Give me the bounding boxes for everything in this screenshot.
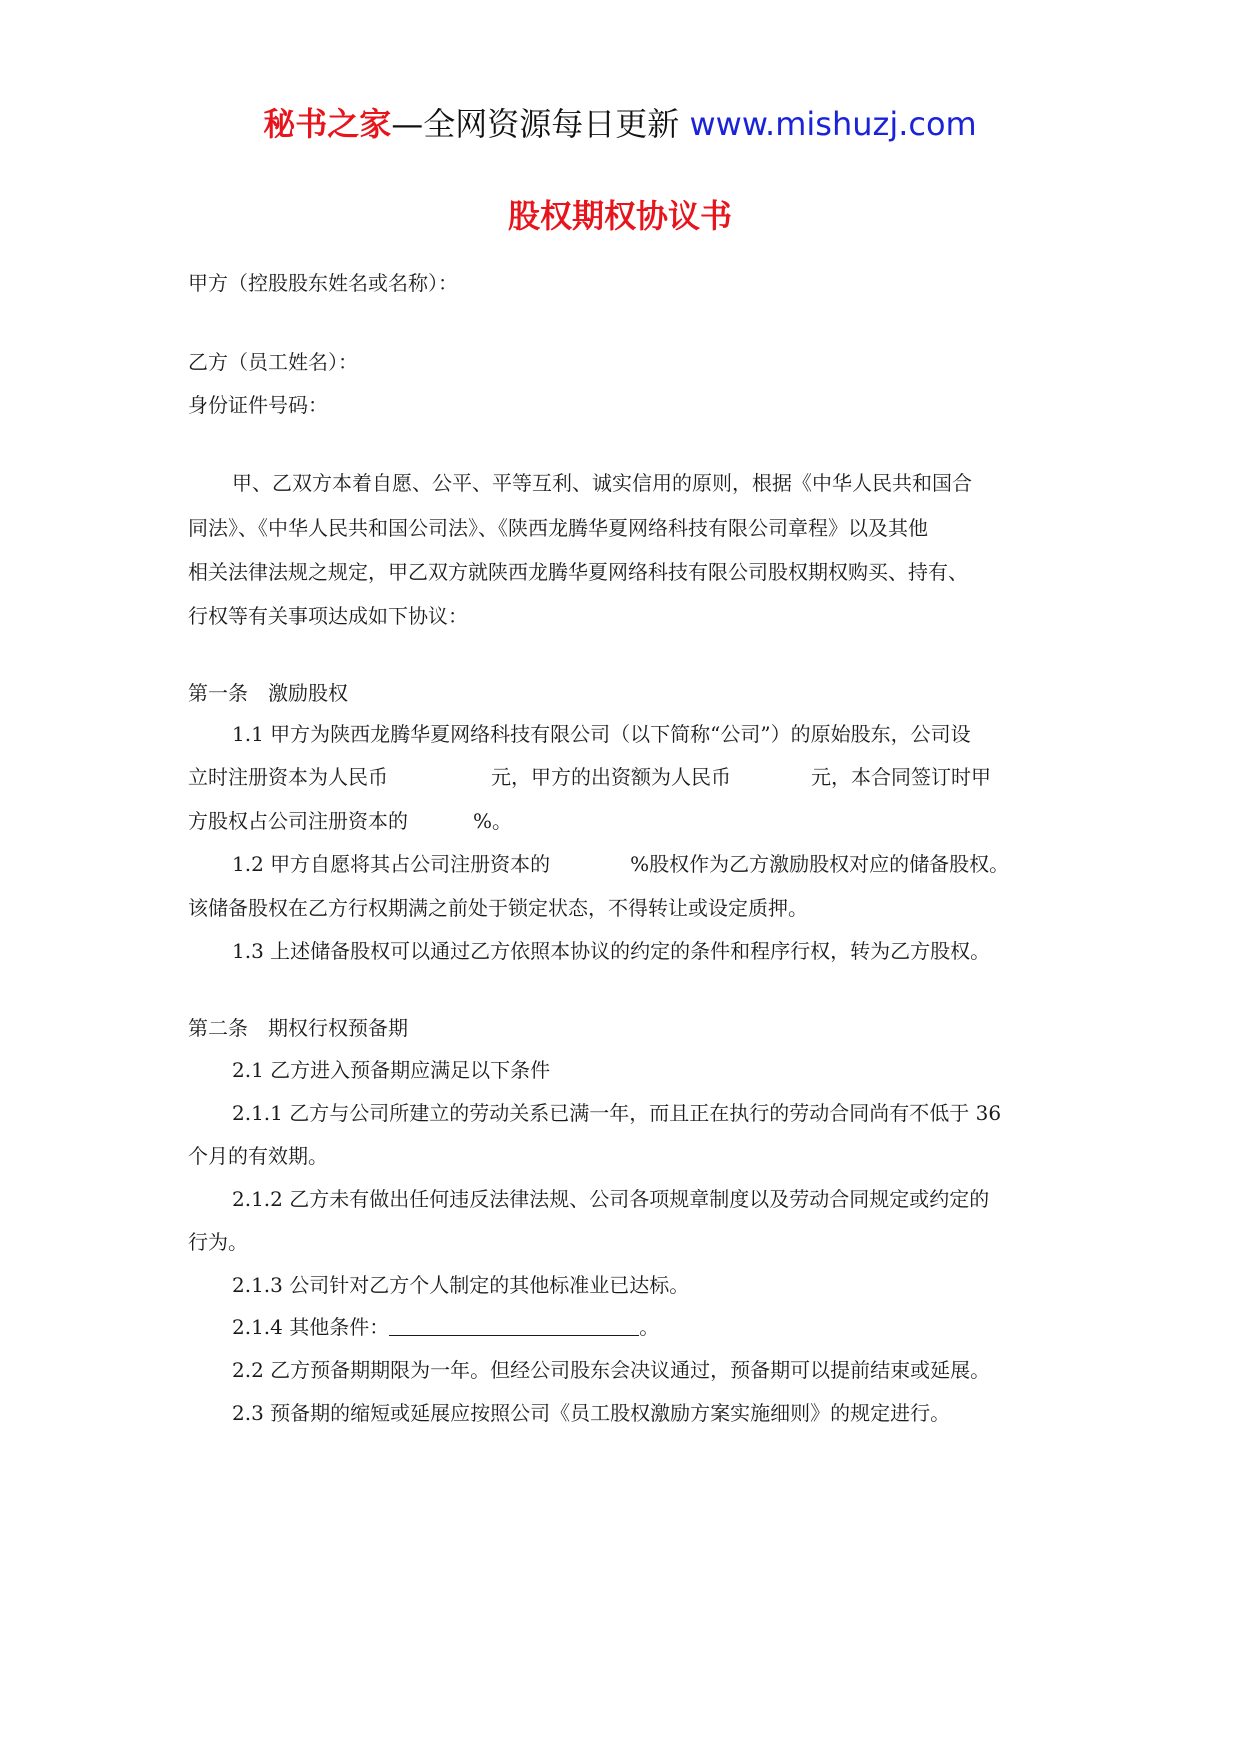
clause-text: 2.1.4 其他条件： — [232, 1315, 390, 1339]
clause-2-3-line: 2.3 预备期的缩短或延展应按照公司《员工股权激励方案实施细则》的规定进行。 — [232, 1401, 951, 1425]
clause-2-1-2-line: 2.1.2 乙方未有做出任何违反法律法规、公司各项规章制度以及劳动合同规定或约定的 — [232, 1187, 990, 1211]
clause-2-1-3-line: 2.1.3 公司针对乙方个人制定的其他标准业已达标。 — [232, 1273, 690, 1297]
banner-slogan: —全网资源每日更新 — [391, 105, 690, 143]
id-number-line: 身份证件号码： — [188, 393, 328, 417]
party-b-line: 乙方（员工姓名）： — [188, 350, 358, 374]
clause-text: 元，甲方的出资额为人民币 — [491, 765, 731, 789]
clause-text: %股权作为乙方激励股权对应的储备股权。 — [630, 852, 1010, 876]
clause-1-1-line: 1.1 甲方为陕西龙腾华夏网络科技有限公司（以下简称“公司”）的原始股东，公司设 — [232, 722, 971, 746]
clause-text: 立时注册资本为人民币 — [188, 765, 388, 789]
clause-2-1-line: 2.1 乙方进入预备期应满足以下条件 — [232, 1058, 551, 1082]
article-2-heading: 第二条 期权行权预备期 — [188, 1016, 408, 1040]
banner-brand: 秘书之家 — [263, 105, 392, 143]
preamble-line: 行权等有关事项达成如下协议： — [188, 604, 468, 628]
article-1-heading: 第一条 激励股权 — [188, 681, 348, 705]
party-a-line: 甲方（控股股东姓名或名称）： — [188, 271, 458, 295]
preamble-line: 同法》、《中华人民共和国公司法》、《陕西龙腾华夏网络科技有限公司章程》以及其他 — [188, 516, 928, 540]
clause-1-3-line: 1.3 上述储备股权可以通过乙方依照本协议的约定的条件和程序行权，转为乙方股权。 — [232, 939, 991, 963]
clause-2-2-line: 2.2 乙方预备期期限为一年。但经公司股东会决议通过，预备期可以提前结束或延展。 — [232, 1358, 991, 1382]
clause-text: 。 — [639, 1315, 660, 1339]
clause-2-1-1-line: 2.1.1 乙方与公司所建立的劳动关系已满一年，而且正在执行的劳动合同尚有不低于 36 — [232, 1101, 1002, 1125]
clause-1-2-line — [232, 849, 1058, 879]
clause-1-2-line: 该储备股权在乙方行权期满之前处于锁定状态，不得转让或设定质押。 — [188, 896, 808, 920]
clause-text: %。 — [473, 809, 513, 833]
underline-blank — [389, 1313, 639, 1336]
clause-text: 元，本合同签订时甲 — [811, 765, 991, 789]
clause-2-1-2-line: 行为。 — [188, 1230, 248, 1254]
banner-url-link[interactable]: www.mishuzj.com — [689, 105, 977, 143]
clause-text: 方股权占公司注册资本的 — [188, 809, 408, 833]
clause-text: 1.2 甲方自愿将其占公司注册资本的 — [232, 852, 551, 876]
preamble-line: 甲、乙双方本着自愿、公平、平等互利、诚实信用的原则，根据《中华人民共和国合 — [232, 471, 972, 495]
document-title: 股权期权协议书 — [507, 197, 732, 235]
clause-1-1-line — [188, 806, 1058, 836]
clause-2-1-4-line — [232, 1312, 1058, 1342]
clause-1-1-line — [188, 762, 1058, 792]
preamble-line: 相关法律法规之规定，甲乙双方就陕西龙腾华夏网络科技有限公司股权期权购买、持有、 — [188, 560, 968, 584]
clause-2-1-1-line: 个月的有效期。 — [188, 1144, 328, 1168]
site-banner — [0, 98, 1240, 150]
